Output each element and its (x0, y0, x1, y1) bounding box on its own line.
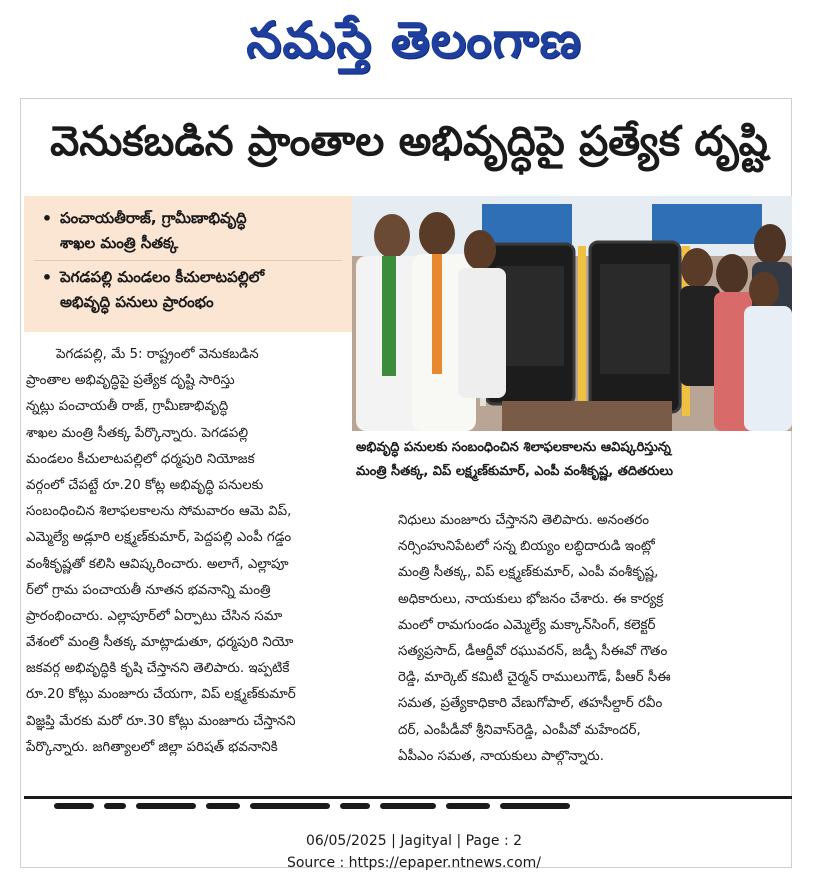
caption-line: అభివృద్ధి పనులకు సంబంధించిన శిలాఫలకాలను ఆవిష్కరిస్తున్న (356, 440, 671, 455)
body-column-left (26, 342, 384, 761)
newspaper-logo: నమస్తే తెలంగాణ (246, 10, 582, 69)
body-line: దర్, ఎంపీడీవో శ్రీనివాస్‌రెడ్డి, ఎంపీవో మహేందర్, (398, 722, 641, 738)
article-photo (352, 196, 792, 431)
body-line: మంత్రి సీతక్క, విప్ లక్ష్మణ్‌కుమార్, ఎంపీ వంశీకృష్ణ, (398, 565, 659, 581)
next-article-cutoff (24, 796, 792, 820)
body-line: ఏపీఎం సమత, నాయకులు పాల్గొన్నారు. (398, 748, 604, 764)
body-line: ర్‌లో గ్రామ పంచాయతీ నూతన భవనాన్ని మంత్రి (26, 582, 271, 598)
article-headline: వెనుకబడిన ప్రాంతాల అభివృద్ధిపై ప్రత్యేక దృష్టి (50, 117, 768, 165)
body-line: విజ్ఞప్తి మేరకు మరో రూ.30 కోట్లు మంజూరు చేస్తానని (26, 713, 296, 729)
highlight-line: శాఖల మంత్రి సీతక్క (60, 234, 179, 252)
body-line: ఎమ్మెల్యే అడ్లూరి లక్ష్మణ్‌కుమార్, పెద్దపల్లి ఎంపీ గడ్డం (26, 530, 292, 546)
bullet-icon: • (41, 209, 53, 228)
body-line: శాఖల మంత్రి సీతక్క పేర్కొన్నారు. పెగడపల్లి (26, 425, 249, 441)
body-line: వంశీకృష్ణతో కలిసి ఆవిష్కరించారు. అలాగే, ఎల్లాపూ (26, 556, 289, 572)
body-line: వేశంలో మంత్రి సీతక్క మాట్లాడుతూ, ధర్మపురి నియో (26, 635, 294, 651)
body-line: రూ.20 కోట్లు మంజూరు చేయగా, విప్ లక్ష్మణ్‌కుమార్ (26, 687, 296, 703)
bullet-icon: • (41, 268, 53, 287)
highlight-item (34, 202, 342, 260)
body-line: సత్యప్రసాద్, డీఆర్డీవో రఘువరన్, జడ్పీ సీఈవో గౌతం (398, 643, 668, 659)
highlight-item (34, 260, 342, 319)
caption-line: మంత్రి సీతక్క, విప్ లక్ష్మణ్‌కుమార్, ఎంపీ వంశీకృష్ణ, తదితరులు (356, 464, 674, 479)
highlight-line: అభివృద్ధి పనులు ప్రారంభం (60, 293, 214, 311)
body-line: జకవర్గ అభివృద్ధికి కృషి చేస్తానని తెలిపారు. ఇప్పటికే (26, 661, 290, 677)
body-line: సమత, ప్రత్యేకాధికారి వేణుగోపాల్, తహసీల్దార్ రవీం (398, 696, 663, 712)
body-line: అధికారులు, నాయకులు భోజనం చేశారు. ఈ కార్యక్ర (398, 591, 664, 607)
edition-info: 06/05/2025 | Jagityal | Page : 2 (305, 833, 523, 849)
body-column-right (398, 508, 790, 770)
highlights-box (24, 196, 352, 332)
highlight-line: పంచాయతీరాజ్, గ్రామీణాభివృద్ధి (60, 209, 247, 227)
highlight-line: పెగడపల్లి మండలం కీచులాటపల్లిలో (60, 268, 265, 286)
body-line: వర్గంలో చేపట్టే రూ.20 కోట్ల అభివృద్ధి పనులకు (26, 477, 264, 493)
body-line: సంబంధించిన శిలాఫలకాలను సోమవారం ఆమె విప్, (26, 504, 292, 520)
body-line: పెగడపల్లి, మే 5: రాష్ట్రంలో వెనుకబడిన (56, 347, 259, 362)
body-line: పేర్కొన్నారు. జగిత్యాలలో జిల్లా పరిషత్ భవనానికి (26, 739, 278, 755)
body-line: మంలో రామగుండం ఎమ్మెల్యే మక్కాన్‌సింగ్, కలెక్టర్ (398, 617, 656, 633)
masthead (0, 0, 828, 92)
body-line: న్నట్లు పంచాయతీ రాజ్, గ్రామీణాభివృద్ధి (26, 399, 229, 415)
body-line: నిధులు మంజూరు చేస్తానని తెలిపారు. అనంతరం (398, 513, 650, 528)
body-line: రెడ్డి, మార్కెట్ కమిటీ చైర్మన్ రాములుగౌడ్, పీఆర్ సీఈ (398, 670, 671, 686)
photo-illustration (352, 196, 792, 431)
photo-caption (356, 436, 792, 492)
body-line: ప్రారంభించారు. ఎల్లాపూర్‌లో ఏర్పాటు చేసిన సమా (26, 608, 283, 624)
body-line: నర్సింహునిపేటలో సన్న బియ్యం లబ్ధిదారుడి ఇంట్లో (398, 539, 655, 555)
page-footer (0, 830, 828, 874)
body-line: ప్రాంతాల అభివృద్ధిపై ప్రత్యేక దృష్టి సారిస్తు (26, 373, 235, 389)
body-line: మండలం కీచులాటపల్లిలో ధర్మపురి నియోజక (26, 451, 255, 467)
source-link[interactable]: Source : https://epaper.ntnews.com/ (286, 855, 542, 871)
